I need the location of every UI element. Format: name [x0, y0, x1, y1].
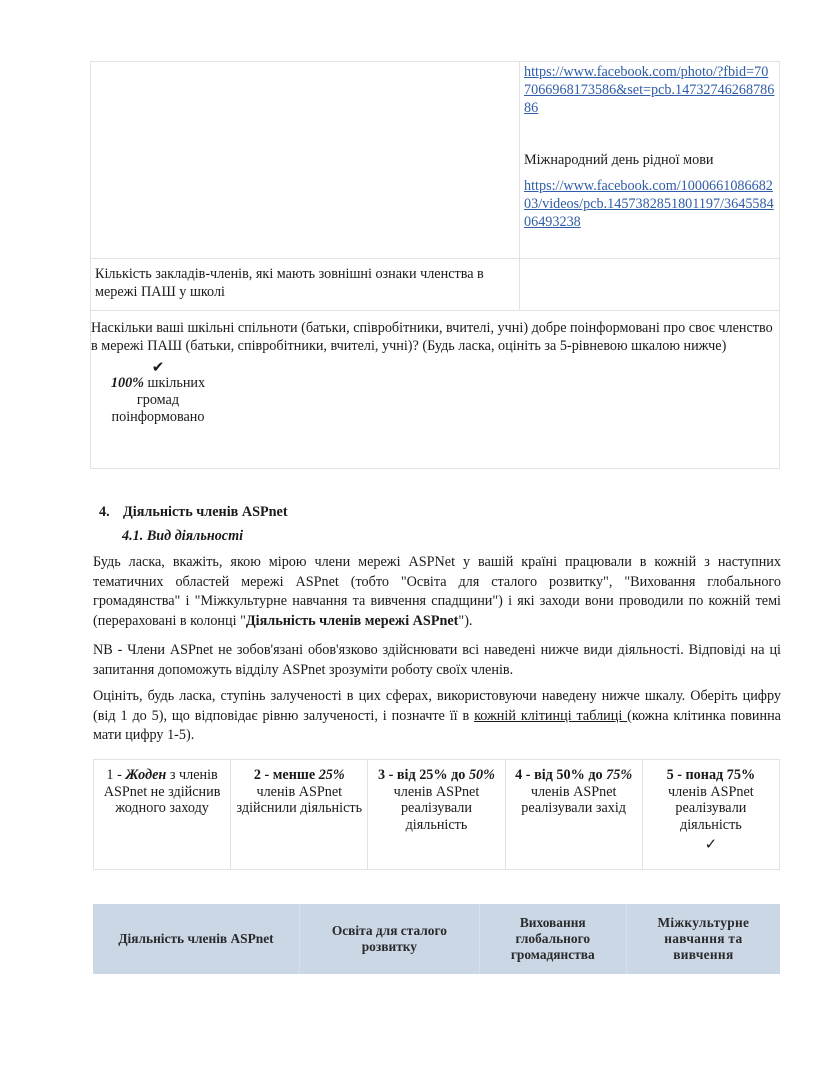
- scale-em: Жоден: [125, 767, 167, 783]
- scale-em: 25%: [318, 767, 345, 783]
- instructions-text: Оцініть, будь ласка, ступінь залученості в цих сферах, використовуючи наведену нижче шкалу. Оберіть цифру (від 1 до 5), що відповідає рівню залученості, і позначте її в: [93, 688, 781, 724]
- scale-text: членів ASPnet здійснили діяльність: [236, 783, 363, 816]
- facebook-video-link[interactable]: https://www.facebook.com/100066108668203/videos/pcb.1457382851801197/364558406493238: [524, 178, 774, 230]
- empty-cell: [91, 62, 520, 259]
- intro-paragraph: [93, 553, 781, 631]
- header-activity: Діяльність членів ASPnet: [93, 904, 299, 974]
- scale-num: 3 - від 25% до: [377, 767, 469, 783]
- scale-text: членів ASPnet реалізували захід: [521, 783, 627, 816]
- checkmark-icon: ✔: [151, 360, 165, 376]
- scale-num: 4 - від 50% до: [515, 767, 607, 783]
- scale-text: членів ASPnet реалізували діяльність: [668, 783, 754, 833]
- facebook-photo-link[interactable]: https://www.facebook.com/photo/?fbid=707066968173586&set=pcb.1473274626878686: [524, 64, 775, 116]
- header-sustainable-development: Освіта для сталого розвитку: [299, 904, 479, 974]
- awareness-question-cell: [91, 311, 780, 469]
- awareness-answer: [93, 361, 223, 426]
- membership-signs-label: Кількість закладів-членів, які мають зовнішні ознаки членства в мережі ПАШ у школі: [91, 259, 520, 311]
- instructions-underlined: кожній клітинці таблиці: [474, 707, 628, 724]
- instructions-text-end: (кожна клітинка повинна мати цифру 1-5).: [93, 707, 781, 743]
- intro-text: Будь ласка, вкажіть, якою мірою члени мережі ASPNet у вашій країні працювали в кожній з наступних тематичних областей мережі ASPnet (тобто "Освіта для сталого розвитку", "Виховання глобального громадянства" і "Міжкультурне навчання та вивчення спадщини") і які заходи вони проводили по кожній темі (перераховані в колонці ": [93, 554, 781, 629]
- scale-em: 75%: [606, 767, 633, 783]
- scale-num: 5 - понад 75%: [666, 767, 756, 783]
- awareness-percent: 100%: [110, 375, 144, 391]
- scale-num: 2 - менше: [253, 767, 319, 783]
- intro-bold: Діяльність членів мережі ASPnet: [245, 612, 459, 629]
- section-title-text: Діяльність членів ASPnet: [123, 504, 288, 520]
- header-global-citizenship: Виховання глобального громадянства: [479, 904, 626, 974]
- intro-text-end: ").: [458, 612, 473, 629]
- links-cell: [520, 62, 780, 259]
- scale-text: з членів ASPnet не здійснив жодного заходу: [103, 767, 221, 816]
- scale-option-5[interactable]: [642, 760, 779, 870]
- scale-text: членів ASPnet реалізували діяльність: [393, 783, 480, 833]
- scale-option-2[interactable]: [231, 760, 368, 870]
- checkmark-icon: ✓: [704, 837, 718, 853]
- event-title: Міжнародний день рідної мови: [524, 152, 714, 168]
- scale-em: 50%: [468, 767, 495, 783]
- awareness-question: Наскільки ваші шкільні спільноти (батьки, співробітники, вчителі, учні) добре поінформовані про своє членство в мережі ПАШ (батьки, співробітники, вчителі, учні)? (Будь ласка, оцініть за 5-рівневою шкалою нижче): [91, 320, 773, 354]
- section-title: [99, 504, 288, 521]
- activity-table-header: [93, 904, 780, 974]
- subsection-title: 4.1. Вид діяльності: [122, 528, 244, 544]
- scale-option-1[interactable]: [94, 760, 231, 870]
- scale-option-3[interactable]: [368, 760, 505, 870]
- scale-num: 1 -: [106, 767, 126, 783]
- engagement-scale-table: [93, 759, 780, 870]
- scale-option-4[interactable]: [505, 760, 642, 870]
- activities-links-table: [90, 61, 780, 469]
- nb-paragraph: NB - Члени ASPnet не зобов'язані обов'язково здійснювати всі наведені нижче види діяльності. Відповіді на ці запитання допоможуть відділу ASPnet зрозуміти роботу своїх членів.: [93, 642, 781, 678]
- header-intercultural-learning: Міжкультурне навчання та вивчення: [657, 915, 750, 962]
- rating-instructions: [93, 687, 781, 746]
- awareness-text: шкільних громад поінформовано: [111, 375, 206, 425]
- membership-signs-value[interactable]: [520, 259, 780, 311]
- section-number: 4.: [99, 504, 110, 520]
